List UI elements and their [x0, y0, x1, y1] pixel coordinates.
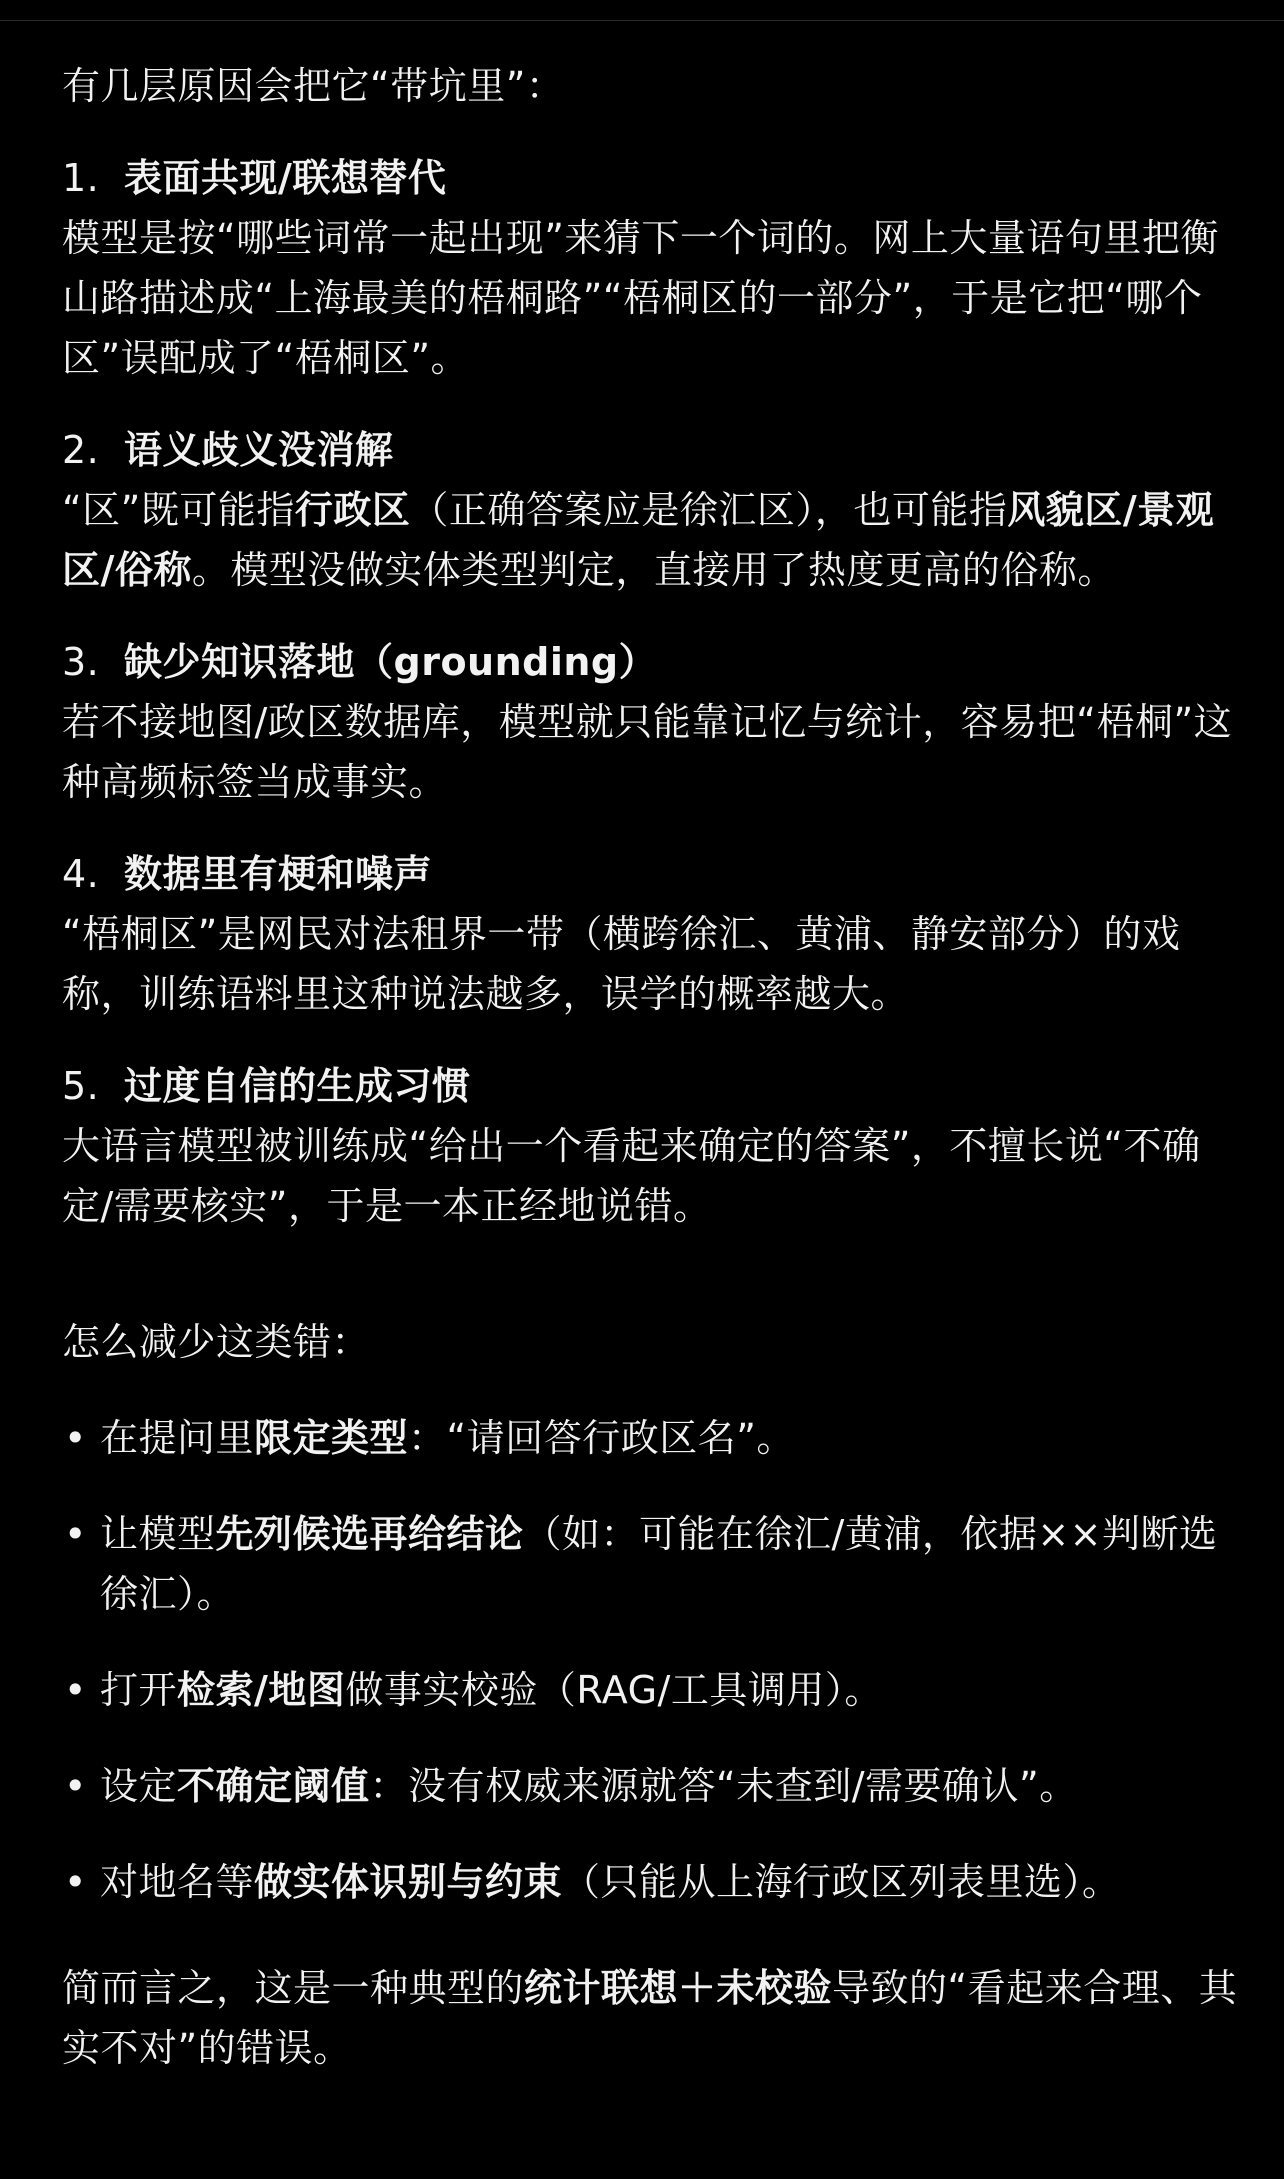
text-run: 模型是按“哪些词常一起出现”来猜下一个词的。网上大量语句里把衡山路描述成“上海最美的梧桐路”“梧桐区的一部分”，于是它把“哪个区”误配成了“梧桐区”。: [62, 216, 1219, 380]
reason-heading: [62, 844, 1242, 904]
text-run: 打开: [100, 1668, 178, 1712]
tip-item: [62, 1852, 1242, 1912]
text-run: 设定: [100, 1764, 178, 1808]
reason-item: [62, 148, 1242, 388]
text-run: 导致的“看起来合理、其实不对”的错误。: [62, 1966, 1238, 2070]
text-run: 让模型: [100, 1512, 216, 1556]
text-run: “区”既可能指: [62, 488, 295, 532]
reason-number: 5.: [62, 1064, 100, 1108]
reason-number: 4.: [62, 852, 100, 896]
reason-body: [62, 480, 1242, 600]
bold-text: 做实体识别与约束: [254, 1860, 563, 1904]
reason-item: [62, 632, 1242, 812]
reason-body: [62, 208, 1242, 388]
text-run: 对地名等: [100, 1860, 255, 1904]
bold-text: 风貌区/景观区/俗称: [62, 488, 1215, 592]
reason-item: [62, 420, 1242, 600]
bold-text: 行政区: [294, 488, 411, 532]
text-run: 简而言之，这是一种典型的: [62, 1966, 525, 2010]
tip-text: [100, 1512, 1218, 1616]
tip-text: [100, 1860, 1121, 1904]
reasons-list: [62, 148, 1242, 1236]
reason-item: [62, 844, 1242, 1024]
tip-text: [100, 1668, 883, 1712]
reason-title: 缺少知识落地（grounding）: [124, 640, 658, 684]
reason-title: 语义歧义没消解: [124, 428, 394, 472]
tips-heading: 怎么减少这类错：: [62, 1320, 371, 1364]
reason-body: [62, 692, 1242, 812]
reason-heading: [62, 148, 1242, 208]
reason-number: 1.: [62, 156, 100, 200]
bullet-icon: •: [64, 1860, 87, 1904]
bold-text: 检索/地图: [177, 1668, 346, 1712]
bullet-icon: •: [64, 1512, 87, 1556]
text-run: ：“请回答行政区名”。: [408, 1416, 795, 1460]
bullet-icon: •: [64, 1416, 87, 1460]
reason-title: 表面共现/联想替代: [124, 156, 447, 200]
intro-text: 有几层原因会把它“带坑里”：: [62, 64, 565, 108]
tips-list: [62, 1408, 1242, 1912]
bold-text: 统计联想＋未校验: [524, 1966, 833, 2010]
reason-body: [62, 1116, 1242, 1236]
bold-text: 先列候选再给结论: [215, 1512, 524, 1556]
summary-paragraph: [62, 1958, 1242, 2078]
tip-item: [62, 1660, 1242, 1720]
tip-text: [100, 1416, 795, 1460]
chat-message-body: [62, 56, 1242, 2078]
reason-item: [62, 1056, 1242, 1236]
tip-text: [100, 1764, 1078, 1808]
reason-number: 3.: [62, 640, 100, 684]
text-run: 若不接地图/政区数据库，模型就只能靠记忆与统计，容易把“梧桐”这种高频标签当成事实。: [62, 700, 1233, 804]
text-run: 。模型没做实体类型判定，直接用了热度更高的俗称。: [191, 548, 1116, 592]
top-divider: [0, 20, 1284, 21]
text-run: （只能从上海行政区列表里选）。: [562, 1860, 1121, 1904]
tip-item: [62, 1756, 1242, 1816]
text-run: 在提问里: [100, 1416, 255, 1460]
text-run: 做事实校验（RAG/工具调用）。: [345, 1668, 883, 1712]
reason-heading: [62, 632, 1242, 692]
tip-item: [62, 1504, 1242, 1624]
bold-text: 不确定阈值: [177, 1764, 370, 1808]
text-run: （如：可能在徐汇/黄浦，依据××判断选徐汇）。: [100, 1512, 1218, 1616]
text-run: 大语言模型被训练成“给出一个看起来确定的答案”，不擅长说“不确定/需要核实”，于是一本正经地说错。: [62, 1124, 1201, 1228]
reason-title: 过度自信的生成习惯: [124, 1064, 471, 1108]
bullet-icon: •: [64, 1764, 87, 1808]
text-run: ：没有权威来源就答“未查到/需要确认”。: [369, 1764, 1078, 1808]
reason-title: 数据里有梗和噪声: [124, 852, 433, 896]
text-run: “梧桐区”是网民对法租界一带（横跨徐汇、黄浦、静安部分）的戏称，训练语料里这种说法越多，误学的概率越大。: [62, 912, 1181, 1016]
reason-body: [62, 904, 1242, 1024]
bullet-icon: •: [64, 1668, 87, 1712]
tip-item: [62, 1408, 1242, 1468]
reason-number: 2.: [62, 428, 100, 472]
reason-heading: [62, 1056, 1242, 1116]
text-run: （正确答案应是徐汇区），也可能指: [410, 488, 1008, 532]
bold-text: 限定类型: [254, 1416, 409, 1460]
reason-heading: [62, 420, 1242, 480]
